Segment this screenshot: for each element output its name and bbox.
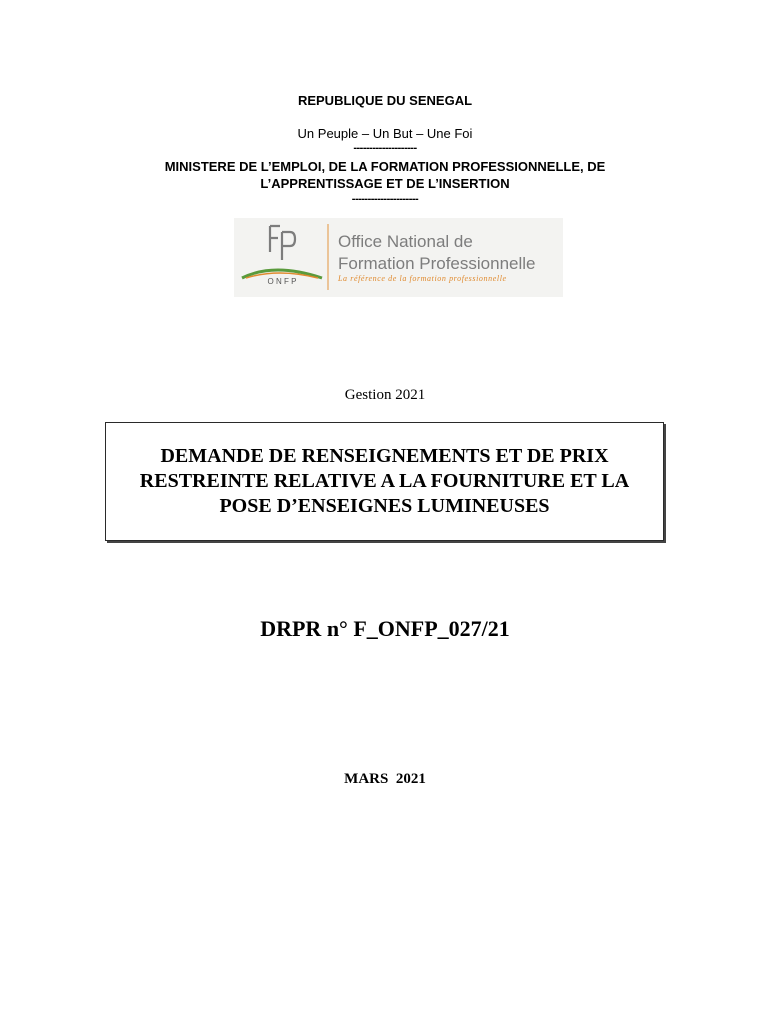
document-title-line-3: POSE D’ENSEIGNES LUMINEUSES [219, 495, 550, 517]
national-motto: Un Peuple – Un But – Une Foi [297, 126, 473, 141]
document-reference: DRPR n° F_ONFP_027/21 [260, 616, 510, 641]
ministry-name-line-1: MINISTERE DE L’EMPLOI, DE LA FORMATION PROFESSIONNELLE, DE [164, 159, 606, 174]
logo-acronym: O N F P [267, 277, 297, 286]
fiscal-year-label: Gestion 2021 [344, 387, 426, 403]
document-title-line-2: RESTREINTE RELATIVE A LA FOURNITURE ET LA [139, 470, 630, 492]
fp-monogram-icon [270, 226, 295, 260]
republic-heading: REPUBLIQUE DU SENEGAL [297, 93, 473, 108]
document-title-line-1: DEMANDE DE RENSEIGNEMENTS ET DE PRIX [160, 445, 609, 467]
ministry-name-line-2: L’APPRENTISSAGE ET DE L’INSERTION [260, 176, 510, 191]
separator-line: --------------------- [351, 193, 419, 205]
logo-name-line-1: Office National de [338, 232, 473, 251]
document-title-box [105, 422, 664, 541]
onfp-logo [234, 218, 563, 297]
document-date: MARS 2021 [344, 771, 426, 787]
separator-line: -------------------- [353, 142, 417, 154]
logo-tagline: La référence de la formation professionnelle [338, 274, 507, 283]
logo-name-line-2: Formation Professionnelle [338, 254, 536, 273]
onfp-logo-graphic [234, 218, 563, 297]
